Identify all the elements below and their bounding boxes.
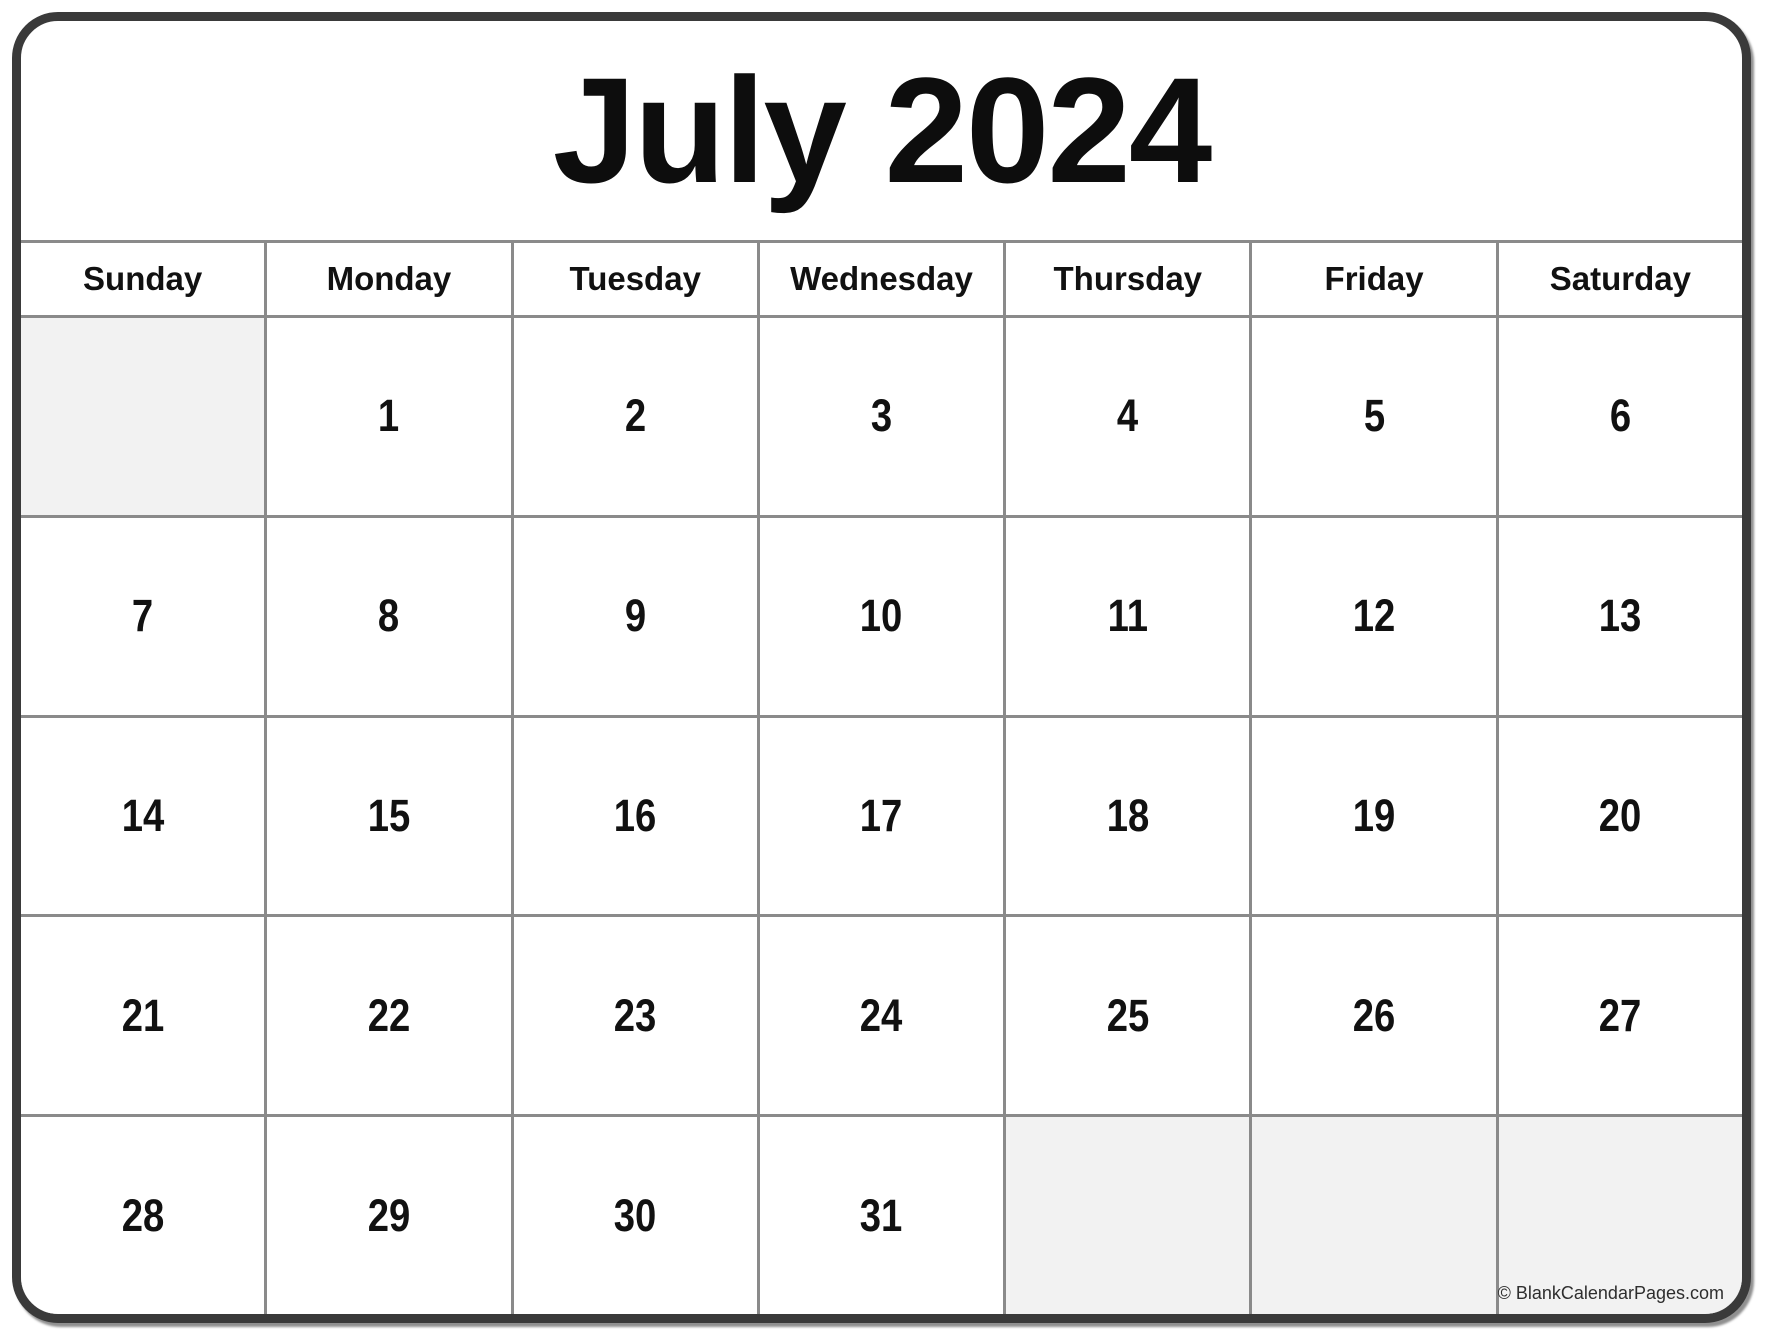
blank-day-cell [1252, 1117, 1495, 1314]
day-number: 13 [1599, 590, 1642, 642]
day-cell [1252, 718, 1495, 915]
day-number: 26 [1352, 989, 1396, 1041]
day-number: 12 [1352, 590, 1396, 642]
day-cell [760, 1117, 1003, 1314]
day-number: 22 [367, 989, 411, 1041]
day-number: 25 [1106, 989, 1150, 1041]
day-cell [514, 917, 757, 1114]
day-cell [1006, 318, 1249, 515]
day-cell [267, 917, 510, 1114]
title-area [21, 21, 1742, 240]
day-cell [1006, 518, 1249, 715]
day-cell [514, 518, 757, 715]
day-number: 2 [624, 390, 646, 442]
copyright-text: © BlankCalendarPages.com [1497, 1283, 1724, 1303]
weekday-header-cell [760, 243, 1003, 315]
weekday-label: Monday [326, 260, 452, 297]
weekday-header-cell [1006, 243, 1249, 315]
weekday-label: Friday [1324, 260, 1424, 297]
weekday-label: Sunday [83, 260, 203, 297]
day-cell [760, 917, 1003, 1114]
calendar-grid [21, 240, 1742, 1314]
day-number: 17 [860, 789, 903, 841]
day-cell [760, 718, 1003, 915]
day-cell [267, 518, 510, 715]
weekday-header-cell [1252, 243, 1495, 315]
weekday-header-cell [1499, 243, 1742, 315]
day-number: 18 [1106, 789, 1150, 841]
blank-day-cell [1006, 1117, 1249, 1314]
blank-day-cell [21, 318, 264, 515]
day-cell [1252, 318, 1495, 515]
day-number: 15 [367, 789, 411, 841]
day-number: 28 [121, 1189, 164, 1241]
weekday-label: Tuesday [569, 260, 701, 297]
day-number: 8 [378, 590, 400, 642]
day-number: 1 [378, 390, 400, 442]
day-cell [1006, 718, 1249, 915]
day-cell [514, 318, 757, 515]
day-cell [514, 1117, 757, 1314]
day-cell [21, 1117, 264, 1314]
day-cell [1006, 917, 1249, 1114]
day-cell [267, 1117, 510, 1314]
day-number: 29 [367, 1189, 411, 1241]
day-number: 11 [1107, 590, 1148, 642]
page-title: July 2024 [552, 46, 1211, 214]
day-number: 30 [613, 1189, 657, 1241]
day-number: 20 [1599, 789, 1642, 841]
day-cell [267, 318, 510, 515]
day-number: 5 [1363, 390, 1385, 442]
day-cell [1499, 518, 1742, 715]
day-cell [1499, 917, 1742, 1114]
day-cell [760, 318, 1003, 515]
day-number: 16 [613, 789, 657, 841]
day-cell [21, 518, 264, 715]
day-cell [21, 917, 264, 1114]
day-number: 31 [860, 1189, 903, 1241]
day-cell [21, 718, 264, 915]
weekday-header-cell [21, 243, 264, 315]
day-number: 14 [121, 789, 164, 841]
weekday-header-cell [267, 243, 510, 315]
weekday-header-cell [514, 243, 757, 315]
day-number: 27 [1599, 989, 1642, 1041]
day-number: 3 [870, 390, 893, 442]
day-cell [760, 518, 1003, 715]
day-cell [1499, 718, 1742, 915]
weekday-label: Saturday [1549, 260, 1691, 297]
day-number: 21 [121, 989, 164, 1041]
day-cell [1252, 917, 1495, 1114]
day-cell [1499, 318, 1742, 515]
day-number: 24 [860, 989, 903, 1041]
day-number: 10 [860, 590, 903, 642]
day-number: 23 [613, 989, 657, 1041]
day-cell [514, 718, 757, 915]
calendar-frame [12, 12, 1751, 1323]
weekday-label: Thursday [1053, 260, 1203, 297]
day-cell [267, 718, 510, 915]
day-number: 19 [1352, 789, 1396, 841]
day-cell [1252, 518, 1495, 715]
day-number: 6 [1609, 390, 1631, 442]
day-number: 4 [1117, 390, 1139, 442]
weekday-label: Wednesday [790, 260, 973, 297]
day-number: 7 [132, 590, 154, 642]
day-number: 9 [624, 590, 646, 642]
